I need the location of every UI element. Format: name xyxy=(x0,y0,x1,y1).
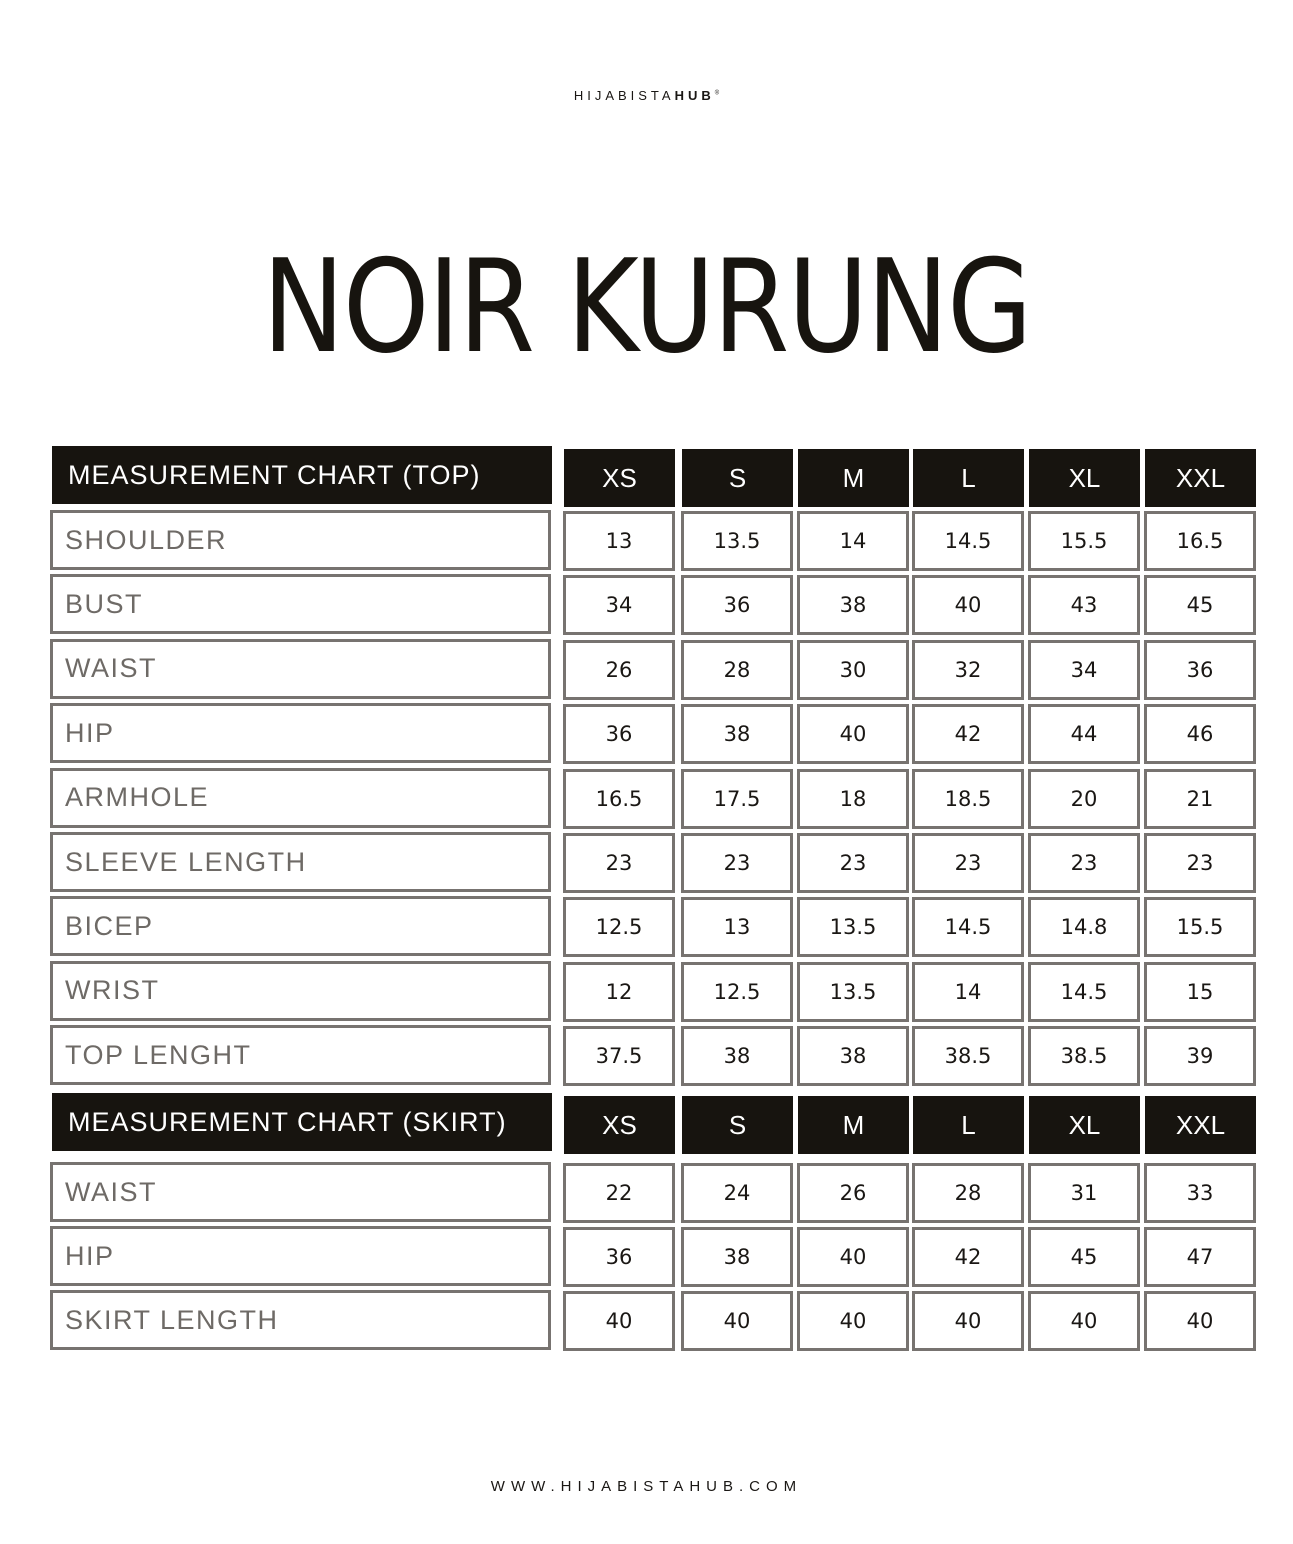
brand-logo xyxy=(0,88,1293,103)
value-cell: 12.5 xyxy=(563,897,675,957)
row-label: WAIST xyxy=(50,1162,551,1222)
value-cell: 15 xyxy=(1144,962,1256,1022)
website-url: WWW.HIJABISTAHUB.COM xyxy=(490,1478,803,1495)
value-cell: 21 xyxy=(1144,769,1256,829)
size-header-xs: XS xyxy=(564,449,675,507)
value-cell: 38.5 xyxy=(912,1026,1024,1086)
value-cell: 14.5 xyxy=(1028,962,1140,1022)
value-cell: 44 xyxy=(1028,704,1140,764)
value-cell: 15.5 xyxy=(1028,511,1140,571)
value-cell: 40 xyxy=(1028,1291,1140,1351)
value-cell: 42 xyxy=(912,704,1024,764)
value-cell: 33 xyxy=(1144,1163,1256,1223)
value-cell: 28 xyxy=(912,1163,1024,1223)
skirt_chart-heading: MEASUREMENT CHART (SKIRT) xyxy=(52,1093,552,1151)
value-cell: 40 xyxy=(912,575,1024,635)
size-header-l: L xyxy=(913,1096,1024,1154)
value-cell: 16.5 xyxy=(563,769,675,829)
value-cell: 18.5 xyxy=(912,769,1024,829)
value-cell: 14 xyxy=(912,962,1024,1022)
row-label: SHOULDER xyxy=(50,510,551,570)
value-cell: 15.5 xyxy=(1144,897,1256,957)
value-cell: 40 xyxy=(1144,1291,1256,1351)
row-label: TOP LENGHT xyxy=(50,1025,551,1085)
value-cell: 40 xyxy=(797,704,909,764)
value-cell: 13.5 xyxy=(797,962,909,1022)
row-label: BICEP xyxy=(50,896,551,956)
value-cell: 14.8 xyxy=(1028,897,1140,957)
value-cell: 38.5 xyxy=(1028,1026,1140,1086)
value-cell: 18 xyxy=(797,769,909,829)
value-cell: 36 xyxy=(563,1227,675,1287)
value-cell: 40 xyxy=(563,1291,675,1351)
value-cell: 14 xyxy=(797,511,909,571)
value-cell: 28 xyxy=(681,640,793,700)
top_chart-heading: MEASUREMENT CHART (TOP) xyxy=(52,446,552,504)
brand-bold: HUB xyxy=(674,88,715,103)
value-cell: 38 xyxy=(681,1026,793,1086)
value-cell: 34 xyxy=(1028,640,1140,700)
value-cell: 23 xyxy=(681,833,793,893)
value-cell: 16.5 xyxy=(1144,511,1256,571)
size-header-xxl: XXL xyxy=(1145,1096,1256,1154)
value-cell: 39 xyxy=(1144,1026,1256,1086)
value-cell: 38 xyxy=(681,1227,793,1287)
value-cell: 40 xyxy=(797,1227,909,1287)
value-cell: 26 xyxy=(563,640,675,700)
value-cell: 36 xyxy=(1144,640,1256,700)
row-label: ARMHOLE xyxy=(50,768,551,828)
value-cell: 40 xyxy=(912,1291,1024,1351)
size-header-s: S xyxy=(682,1096,793,1154)
value-cell: 14.5 xyxy=(912,897,1024,957)
row-label: WRIST xyxy=(50,961,551,1021)
row-label: SKIRT LENGTH xyxy=(50,1290,551,1350)
row-label: BUST xyxy=(50,574,551,634)
value-cell: 46 xyxy=(1144,704,1256,764)
value-cell: 36 xyxy=(681,575,793,635)
value-cell: 45 xyxy=(1144,575,1256,635)
value-cell: 38 xyxy=(681,704,793,764)
value-cell: 13.5 xyxy=(797,897,909,957)
value-cell: 12 xyxy=(563,962,675,1022)
size-header-xxl: XXL xyxy=(1145,449,1256,507)
value-cell: 13 xyxy=(681,897,793,957)
registered-mark: ® xyxy=(714,90,720,97)
value-cell: 23 xyxy=(912,833,1024,893)
row-label: HIP xyxy=(50,1226,551,1286)
size-header-m: M xyxy=(798,1096,909,1154)
value-cell: 42 xyxy=(912,1227,1024,1287)
value-cell: 13.5 xyxy=(681,511,793,571)
value-cell: 34 xyxy=(563,575,675,635)
value-cell: 38 xyxy=(797,1026,909,1086)
value-cell: 23 xyxy=(1144,833,1256,893)
value-cell: 36 xyxy=(563,704,675,764)
size-header-xl: XL xyxy=(1029,1096,1140,1154)
size-header-xl: XL xyxy=(1029,449,1140,507)
value-cell: 30 xyxy=(797,640,909,700)
page-title: NOIR KURUNG xyxy=(262,233,1031,382)
value-cell: 40 xyxy=(681,1291,793,1351)
row-label: SLEEVE LENGTH xyxy=(50,832,551,892)
value-cell: 45 xyxy=(1028,1227,1140,1287)
value-cell: 20 xyxy=(1028,769,1140,829)
value-cell: 14.5 xyxy=(912,511,1024,571)
value-cell: 17.5 xyxy=(681,769,793,829)
value-cell: 24 xyxy=(681,1163,793,1223)
value-cell: 12.5 xyxy=(681,962,793,1022)
size-header-s: S xyxy=(682,449,793,507)
size-header-m: M xyxy=(798,449,909,507)
value-cell: 23 xyxy=(797,833,909,893)
size-header-l: L xyxy=(913,449,1024,507)
value-cell: 37.5 xyxy=(563,1026,675,1086)
value-cell: 38 xyxy=(797,575,909,635)
brand-prefix: HIJABISTA xyxy=(573,88,675,103)
value-cell: 23 xyxy=(563,833,675,893)
value-cell: 32 xyxy=(912,640,1024,700)
value-cell: 47 xyxy=(1144,1227,1256,1287)
value-cell: 22 xyxy=(563,1163,675,1223)
row-label: WAIST xyxy=(50,639,551,699)
value-cell: 31 xyxy=(1028,1163,1140,1223)
value-cell: 23 xyxy=(1028,833,1140,893)
row-label: HIP xyxy=(50,703,551,763)
value-cell: 40 xyxy=(797,1291,909,1351)
size-header-xs: XS xyxy=(564,1096,675,1154)
value-cell: 26 xyxy=(797,1163,909,1223)
value-cell: 43 xyxy=(1028,575,1140,635)
value-cell: 13 xyxy=(563,511,675,571)
